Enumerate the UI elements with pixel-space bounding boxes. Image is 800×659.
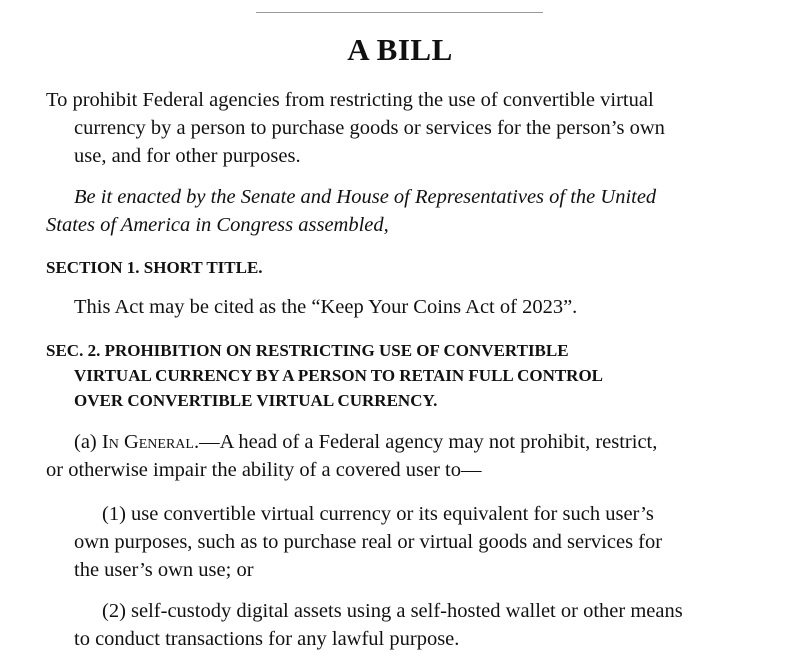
subsection-a-marker: (a)	[74, 431, 102, 453]
subsection-a-line-2: or otherwise impair the ability of a covered user to—	[46, 459, 482, 481]
bill-title: A BILL	[347, 32, 453, 67]
subsection-a-text: —A head of a Federal agency may not prohibit, restrict,	[199, 431, 658, 453]
paragraph-1-line-1: (1) use convertible virtual currency or its equivalent for such user’s	[102, 503, 654, 525]
bill-purpose	[46, 86, 746, 170]
enacting-clause-line-1: Be it enacted by the Senate and House of Representatives of the United	[74, 186, 657, 208]
purpose-line-2: currency by a person to purchase goods or services for the person’s own	[74, 117, 665, 139]
subsection-a	[46, 428, 776, 484]
enacting-clause	[46, 183, 766, 239]
paragraph-1-line-3: the user’s own use; or	[74, 559, 254, 581]
paragraph-2-line-1: (2) self-custody digital assets using a self-hosted wallet or other means	[102, 600, 683, 622]
enacting-clause-line-2: States of America in Congress assembled,	[46, 214, 389, 236]
section-2-heading-line-3: OVER CONVERTIBLE VIRTUAL CURRENCY.	[74, 391, 438, 410]
top-divider	[256, 12, 543, 13]
subsection-a-line-1	[46, 428, 776, 456]
section-2-heading-line-1: SEC. 2. PROHIBITION ON RESTRICTING USE OF CONVERTIBLE	[46, 341, 569, 360]
purpose-line-1: To prohibit Federal agencies from restricting the use of convertible virtual	[46, 89, 654, 111]
section-1-body: This Act may be cited as the “Keep Your Coins Act of 2023”.	[74, 296, 578, 318]
subsection-a-caption: In General.	[101, 431, 200, 453]
section-1-heading: SECTION 1. SHORT TITLE.	[46, 258, 263, 277]
paragraph-1-line-2: own purposes, such as to purchase real or virtual goods and services for	[74, 531, 663, 553]
paragraph-2-line-2: to conduct transactions for any lawful purpose.	[74, 628, 460, 650]
paragraph-2	[74, 597, 774, 653]
section-2-heading-line-2: VIRTUAL CURRENCY BY A PERSON TO RETAIN FULL CONTROL	[74, 366, 604, 385]
section-2-heading	[46, 338, 766, 413]
purpose-line-3: use, and for other purposes.	[74, 145, 301, 167]
paragraph-1	[74, 500, 774, 584]
